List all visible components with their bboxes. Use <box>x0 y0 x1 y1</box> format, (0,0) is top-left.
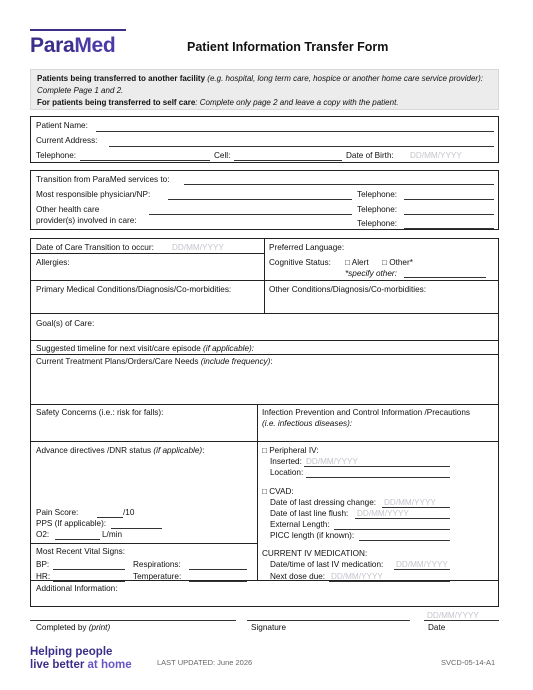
last-updated-text: LAST UPDATED: June 2026 <box>157 658 253 667</box>
patient-name-label: Patient Name: <box>36 121 88 130</box>
instructions-line1-text: (e.g. hospital, long term care, hospice or another home care service provider): Complete Page 1 and 2. <box>37 74 483 95</box>
other-provider-field[interactable] <box>149 214 352 215</box>
dressing-change-placeholder[interactable]: DD/MM/YYYY <box>384 498 436 507</box>
temperature-field[interactable] <box>189 581 247 582</box>
external-length-label: External Length: <box>270 520 330 529</box>
instructions-box <box>30 69 499 110</box>
line-flush-field[interactable] <box>355 518 450 519</box>
physician-telephone-field[interactable] <box>404 199 494 200</box>
location-label: Location: <box>270 468 304 477</box>
pain-score-field[interactable] <box>97 517 123 518</box>
next-dose-label: Next dose due: <box>270 572 326 581</box>
instructions-line1-bold: Patients being transferred to another facility <box>37 74 206 83</box>
care-transition-date-placeholder[interactable]: DD/MM/YYYY <box>172 243 224 252</box>
signature-field[interactable] <box>247 620 410 621</box>
dressing-change-field[interactable] <box>382 507 450 508</box>
telephone-field[interactable] <box>80 160 210 161</box>
picc-length-label: PICC length (if known): <box>270 531 355 540</box>
respirations-label: Respirations: <box>133 560 181 569</box>
physician-field[interactable] <box>168 199 352 200</box>
cell-label: Cell: <box>214 151 231 160</box>
primary-conditions-label: Primary Medical Conditions/Diagnosis/Co-morbidities: <box>36 285 232 294</box>
specify-other-field[interactable] <box>404 277 486 278</box>
current-iv-medication-label: CURRENT IV MEDICATION: <box>262 549 368 558</box>
completed-by-field[interactable] <box>30 620 236 621</box>
footer-tagline: Helping people live better at home <box>30 646 132 671</box>
last-iv-medication-label: Date/time of last IV medication: <box>270 560 384 569</box>
last-iv-medication-placeholder[interactable]: DD/MM/YYYY <box>396 560 448 569</box>
inserted-placeholder[interactable]: DD/MM/YYYY <box>306 457 358 466</box>
infection-control-label: Infection Prevention and Control Information /Precautions <box>262 408 470 417</box>
inserted-label: Inserted: <box>270 457 302 466</box>
preferred-language-label: Preferred Language: <box>269 243 345 252</box>
current-address-label: Current Address: <box>36 136 98 145</box>
bp-field[interactable] <box>53 569 125 570</box>
safety-concerns-label: Safety Concerns (i.e.: risk for falls): <box>36 408 164 417</box>
dressing-change-label: Date of last dressing change: <box>270 498 377 507</box>
o2-label: O2: <box>36 530 50 539</box>
date-label: Date <box>428 623 446 632</box>
o2-field[interactable] <box>55 539 100 540</box>
other-provider-telephone-label-2: Telephone: <box>357 219 398 228</box>
hr-label: HR: <box>36 572 51 581</box>
instructions-line2-text: : Complete only page 2 and leave a copy with the patient. <box>195 98 399 107</box>
care-transition-date-label: Date of Care Transition to occur: <box>36 243 154 252</box>
transition-to-label: Transition from ParaMed services to: <box>36 175 170 184</box>
other-provider-telephone-field-2[interactable] <box>404 228 494 229</box>
pain-score-suffix: /10 <box>123 508 135 517</box>
telephone-label: Telephone: <box>36 151 77 160</box>
external-length-field[interactable] <box>334 529 450 530</box>
allergies-label: Allergies: <box>36 258 70 267</box>
instructions-line2-bold: For patients being transferred to self care <box>37 98 196 107</box>
cell-field[interactable] <box>234 160 342 161</box>
form-title: Patient Information Transfer Form <box>187 40 389 54</box>
respirations-field[interactable] <box>189 569 247 570</box>
additional-information-label: Additional Information: <box>36 584 118 593</box>
picc-length-field[interactable] <box>359 540 450 541</box>
o2-unit: L/min <box>102 530 123 539</box>
line-flush-placeholder[interactable]: DD/MM/YYYY <box>357 509 409 518</box>
date-of-birth-placeholder[interactable]: DD/MM/YYYY <box>410 151 462 160</box>
physician-telephone-label: Telephone: <box>357 190 398 199</box>
timeline-label: Suggested timeline for next visit/care episode (if applicable): <box>36 344 254 353</box>
cognitive-status-label: Cognitive Status: <box>269 258 331 267</box>
last-iv-medication-field[interactable] <box>394 569 450 570</box>
specify-other-label: *specify other: <box>345 269 397 278</box>
pps-label: PPS (If applicable): <box>36 519 107 528</box>
date-of-birth-label: Date of Birth: <box>346 151 394 160</box>
cognitive-other-checkbox[interactable]: □ Other* <box>382 258 413 267</box>
treatment-plans-label: Current Treatment Plans/Orders/Care Needs (include frequency): <box>36 357 273 366</box>
vital-signs-label: Most Recent Vital Signs: <box>36 547 126 556</box>
completed-by-label: Completed by (print) <box>36 623 111 632</box>
line-flush-label: Date of last line flush: <box>270 509 349 518</box>
temperature-label: Temperature: <box>133 572 182 581</box>
physician-label: Most responsible physician/NP: <box>36 190 151 199</box>
pps-field[interactable] <box>111 528 162 529</box>
inserted-field[interactable] <box>304 466 450 467</box>
bp-label: BP: <box>36 560 50 569</box>
paramed-logo: ParaMed <box>30 34 116 57</box>
signature-date-placeholder[interactable]: DD/MM/YYYY <box>427 611 479 620</box>
patient-name-field[interactable] <box>96 131 494 132</box>
pain-score-label: Pain Score: <box>36 508 79 517</box>
location-field[interactable] <box>306 477 450 478</box>
infection-control-italic: (i.e. infectious diseases): <box>262 419 353 428</box>
peripheral-iv-checkbox[interactable]: □ Peripheral IV: <box>262 446 319 455</box>
advance-directives-label: Advance directives /DNR status (if applicable): <box>36 446 205 455</box>
other-provider-telephone-field-1[interactable] <box>404 214 494 215</box>
signature-label: Signature <box>251 623 287 632</box>
other-provider-label-1: Other health care <box>36 205 100 214</box>
cognitive-alert-checkbox[interactable]: □ Alert <box>345 258 369 267</box>
other-provider-label-2: provider(s) involved in care: <box>36 216 137 225</box>
cvad-checkbox[interactable]: □ CVAD: <box>262 487 294 496</box>
next-dose-field[interactable] <box>329 581 450 582</box>
current-address-field[interactable] <box>109 146 494 147</box>
goals-of-care-label: Goal(s) of Care: <box>36 319 95 328</box>
logo-accent-bar <box>30 29 126 31</box>
next-dose-placeholder[interactable]: DD/MM/YYYY <box>331 572 383 581</box>
other-provider-telephone-label-1: Telephone: <box>357 205 398 214</box>
other-conditions-label: Other Conditions/Diagnosis/Co-morbidities: <box>269 285 426 294</box>
transition-to-field[interactable] <box>184 184 494 185</box>
hr-field[interactable] <box>53 581 125 582</box>
signature-date-field[interactable] <box>424 620 499 621</box>
form-code: SVCD-05-14-A1 <box>441 658 496 667</box>
